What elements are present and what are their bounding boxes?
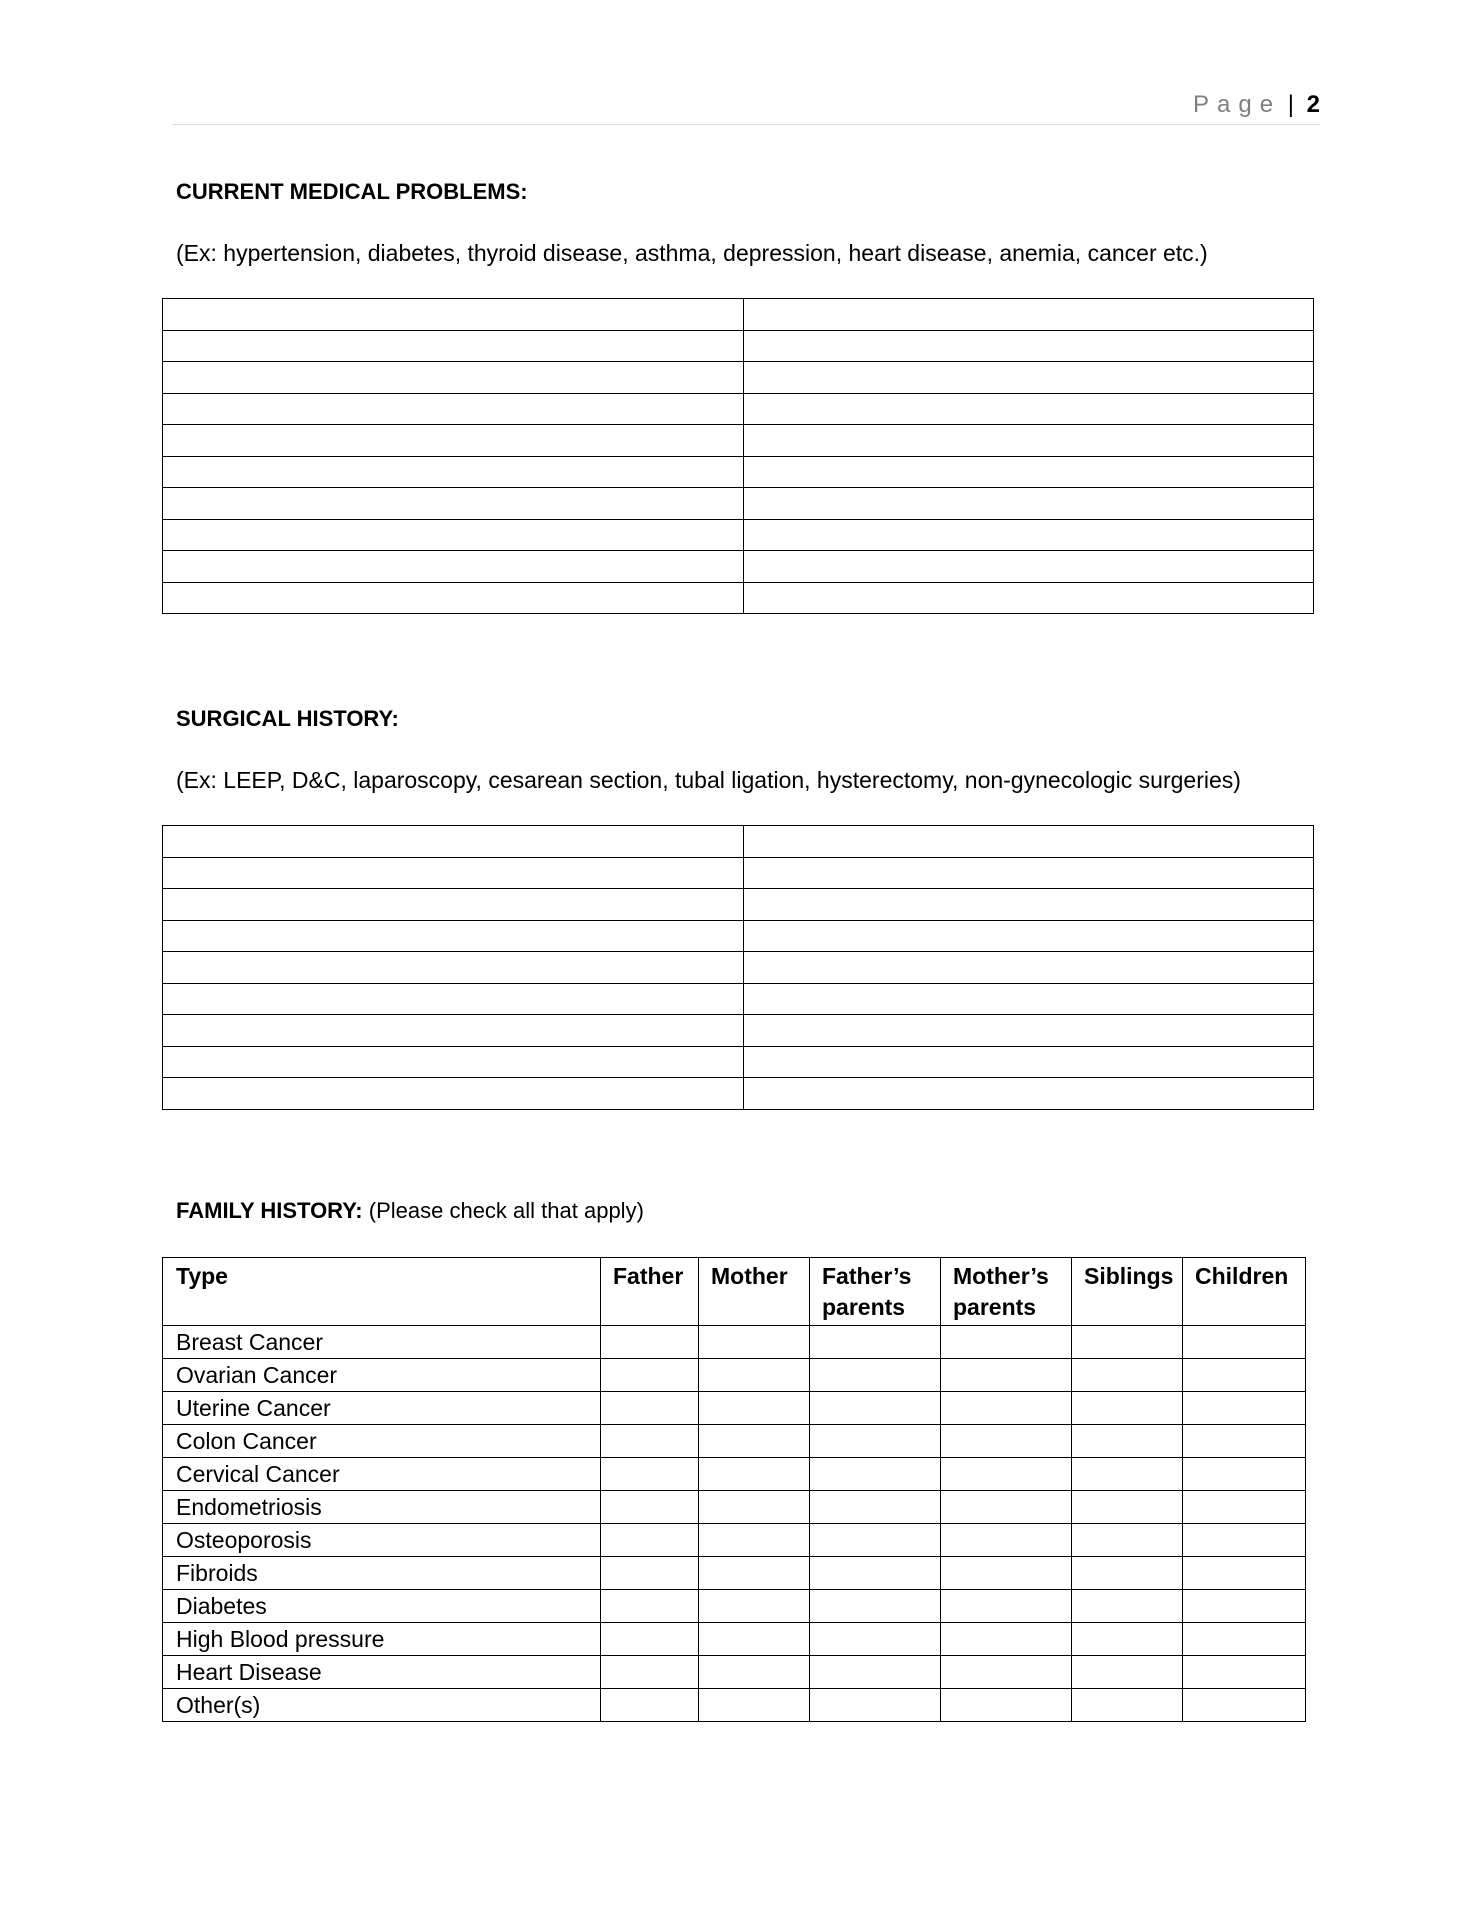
medical-problem-entry-cell[interactable] <box>163 299 744 331</box>
family-column-header: Father <box>601 1258 699 1326</box>
family-header-row <box>163 1258 1306 1326</box>
family-check-cell[interactable] <box>941 1524 1072 1557</box>
medical-problem-entry-cell[interactable] <box>744 519 1314 551</box>
family-history-row <box>163 1392 1306 1425</box>
family-check-cell[interactable] <box>1183 1491 1306 1524</box>
surgical-history-row <box>163 1015 1314 1047</box>
family-check-cell[interactable] <box>941 1623 1072 1656</box>
medical-problem-row <box>163 582 1314 614</box>
family-check-cell[interactable] <box>601 1590 699 1623</box>
page-number-value: 2 <box>1306 91 1320 118</box>
family-column-header: Children <box>1183 1258 1306 1326</box>
family-check-cell[interactable] <box>1183 1458 1306 1491</box>
page-label: Page <box>1193 91 1282 118</box>
family-check-cell[interactable] <box>699 1425 810 1458</box>
condition-label: Diabetes <box>163 1590 601 1623</box>
surgical-history-row <box>163 826 1314 858</box>
family-check-cell[interactable] <box>1183 1392 1306 1425</box>
medical-problems-table <box>162 298 1314 614</box>
family-history-heading <box>176 1197 644 1225</box>
medical-problem-entry-cell[interactable] <box>163 551 744 583</box>
family-check-cell[interactable] <box>699 1656 810 1689</box>
family-check-cell[interactable] <box>601 1359 699 1392</box>
family-check-cell[interactable] <box>1183 1326 1306 1359</box>
family-history-row <box>163 1656 1306 1689</box>
medical-problem-entry-cell[interactable] <box>163 519 744 551</box>
family-history-row <box>163 1557 1306 1590</box>
family-check-cell[interactable] <box>941 1491 1072 1524</box>
family-column-header: Type <box>163 1258 601 1326</box>
family-check-cell[interactable] <box>1072 1491 1183 1524</box>
medical-problem-row <box>163 425 1314 457</box>
medical-problem-row <box>163 551 1314 583</box>
family-check-cell[interactable] <box>1183 1524 1306 1557</box>
surgical-history-table <box>162 825 1314 1110</box>
family-column-header: Father’s parents <box>810 1258 941 1326</box>
medical-problem-entry-cell[interactable] <box>744 551 1314 583</box>
page-header <box>172 90 1320 125</box>
medical-problem-entry-cell[interactable] <box>744 456 1314 488</box>
family-check-cell[interactable] <box>601 1458 699 1491</box>
family-check-cell[interactable] <box>1072 1557 1183 1590</box>
family-check-cell[interactable] <box>1183 1557 1306 1590</box>
surgical-history-entry-cell[interactable] <box>163 1046 744 1078</box>
medical-problem-entry-cell[interactable] <box>744 582 1314 614</box>
family-check-cell[interactable] <box>699 1689 810 1722</box>
surgical-history-heading: SURGICAL HISTORY: <box>176 706 399 731</box>
family-check-cell[interactable] <box>699 1359 810 1392</box>
family-check-cell[interactable] <box>1183 1359 1306 1392</box>
family-check-cell[interactable] <box>601 1326 699 1359</box>
family-check-cell[interactable] <box>1183 1425 1306 1458</box>
family-check-cell[interactable] <box>699 1623 810 1656</box>
medical-problem-row <box>163 330 1314 362</box>
family-check-cell[interactable] <box>1072 1458 1183 1491</box>
family-history-row <box>163 1689 1306 1722</box>
family-check-cell[interactable] <box>941 1359 1072 1392</box>
family-check-cell[interactable] <box>1072 1359 1183 1392</box>
family-check-cell[interactable] <box>1072 1623 1183 1656</box>
family-check-cell[interactable] <box>810 1689 941 1722</box>
surgical-history-entry-cell[interactable] <box>163 857 744 889</box>
family-check-cell[interactable] <box>810 1491 941 1524</box>
surgical-history-row <box>163 920 1314 952</box>
surgical-history-entry-cell[interactable] <box>744 1015 1314 1047</box>
medical-problem-entry-cell[interactable] <box>744 330 1314 362</box>
family-history-row <box>163 1458 1306 1491</box>
medical-problem-row <box>163 393 1314 425</box>
family-check-cell[interactable] <box>699 1524 810 1557</box>
medical-problem-entry-cell[interactable] <box>744 362 1314 394</box>
family-check-cell[interactable] <box>941 1590 1072 1623</box>
medical-problem-row <box>163 488 1314 520</box>
medical-problem-entry-cell[interactable] <box>744 299 1314 331</box>
family-check-cell[interactable] <box>1072 1656 1183 1689</box>
family-check-cell[interactable] <box>601 1392 699 1425</box>
family-check-cell[interactable] <box>1072 1524 1183 1557</box>
medical-problems-example: (Ex: hypertension, diabetes, thyroid disease, asthma, depression, heart disease, anemia, cancer etc.) <box>176 240 1208 266</box>
family-check-cell[interactable] <box>1072 1689 1183 1722</box>
surgical-history-row <box>163 983 1314 1015</box>
family-check-cell[interactable] <box>1183 1623 1306 1656</box>
medical-problem-entry-cell[interactable] <box>744 488 1314 520</box>
family-column-header: Mother’s parents <box>941 1258 1072 1326</box>
medical-problem-entry-cell[interactable] <box>163 488 744 520</box>
surgical-history-entry-cell[interactable] <box>163 983 744 1015</box>
family-check-cell[interactable] <box>941 1425 1072 1458</box>
medical-problem-entry-cell[interactable] <box>163 582 744 614</box>
family-check-cell[interactable] <box>699 1590 810 1623</box>
medical-problem-entry-cell[interactable] <box>163 362 744 394</box>
family-check-cell[interactable] <box>810 1359 941 1392</box>
surgical-history-entry-cell[interactable] <box>744 983 1314 1015</box>
family-history-row <box>163 1491 1306 1524</box>
family-check-cell[interactable] <box>699 1557 810 1590</box>
family-check-cell[interactable] <box>601 1623 699 1656</box>
surgical-history-entry-cell[interactable] <box>163 889 744 921</box>
family-check-cell[interactable] <box>941 1392 1072 1425</box>
family-check-cell[interactable] <box>601 1524 699 1557</box>
page-separator: | <box>1287 91 1294 118</box>
family-history-title: FAMILY HISTORY: <box>176 1198 363 1223</box>
family-check-cell[interactable] <box>810 1590 941 1623</box>
family-check-cell[interactable] <box>810 1326 941 1359</box>
condition-label: High Blood pressure <box>163 1623 601 1656</box>
medical-problem-entry-cell[interactable] <box>744 393 1314 425</box>
family-check-cell[interactable] <box>601 1656 699 1689</box>
surgical-history-entry-cell[interactable] <box>163 1015 744 1047</box>
medical-problem-entry-cell[interactable] <box>163 330 744 362</box>
family-history-row <box>163 1359 1306 1392</box>
family-history-row <box>163 1524 1306 1557</box>
condition-label: Heart Disease <box>163 1656 601 1689</box>
condition-label: Breast Cancer <box>163 1326 601 1359</box>
family-check-cell[interactable] <box>1072 1590 1183 1623</box>
family-check-cell[interactable] <box>1183 1590 1306 1623</box>
surgical-history-entry-cell[interactable] <box>744 1046 1314 1078</box>
medical-problem-entry-cell[interactable] <box>163 456 744 488</box>
condition-label: Endometriosis <box>163 1491 601 1524</box>
condition-label: Other(s) <box>163 1689 601 1722</box>
family-check-cell[interactable] <box>941 1557 1072 1590</box>
family-check-cell[interactable] <box>941 1326 1072 1359</box>
page-number <box>1193 90 1320 120</box>
family-check-cell[interactable] <box>810 1557 941 1590</box>
condition-label: Cervical Cancer <box>163 1458 601 1491</box>
family-check-cell[interactable] <box>810 1425 941 1458</box>
medical-problem-row <box>163 456 1314 488</box>
family-check-cell[interactable] <box>601 1491 699 1524</box>
family-check-cell[interactable] <box>1072 1392 1183 1425</box>
surgical-history-example: (Ex: LEEP, D&C, laparoscopy, cesarean section, tubal ligation, hysterectomy, non-gynecologic surgeries) <box>176 767 1241 793</box>
surgical-history-row <box>163 952 1314 984</box>
family-check-cell[interactable] <box>601 1689 699 1722</box>
family-check-cell[interactable] <box>941 1656 1072 1689</box>
medical-problem-entry-cell[interactable] <box>163 393 744 425</box>
family-check-cell[interactable] <box>810 1392 941 1425</box>
condition-label: Fibroids <box>163 1557 601 1590</box>
family-history-row <box>163 1326 1306 1359</box>
surgical-history-entry-cell[interactable] <box>744 1078 1314 1110</box>
family-history-row <box>163 1590 1306 1623</box>
family-check-cell[interactable] <box>699 1491 810 1524</box>
family-check-cell[interactable] <box>699 1392 810 1425</box>
medical-problem-entry-cell[interactable] <box>163 425 744 457</box>
family-history-row <box>163 1425 1306 1458</box>
surgical-history-entry-cell[interactable] <box>744 826 1314 858</box>
family-check-cell[interactable] <box>601 1425 699 1458</box>
family-check-cell[interactable] <box>1183 1689 1306 1722</box>
surgical-history-entry-cell[interactable] <box>163 826 744 858</box>
family-check-cell[interactable] <box>810 1623 941 1656</box>
family-check-cell[interactable] <box>1072 1425 1183 1458</box>
medical-problem-row <box>163 362 1314 394</box>
family-column-header: Mother <box>699 1258 810 1326</box>
surgical-history-entry-cell[interactable] <box>744 857 1314 889</box>
family-column-header: Siblings <box>1072 1258 1183 1326</box>
family-check-cell[interactable] <box>1183 1656 1306 1689</box>
family-check-cell[interactable] <box>699 1458 810 1491</box>
condition-label: Colon Cancer <box>163 1425 601 1458</box>
medical-problems-heading: CURRENT MEDICAL PROBLEMS: <box>176 179 528 204</box>
medical-problem-row <box>163 299 1314 331</box>
surgical-history-row <box>163 889 1314 921</box>
surgical-history-entry-cell[interactable] <box>163 952 744 984</box>
family-history-row <box>163 1623 1306 1656</box>
family-check-cell[interactable] <box>810 1656 941 1689</box>
family-check-cell[interactable] <box>699 1326 810 1359</box>
condition-label: Ovarian Cancer <box>163 1359 601 1392</box>
surgical-history-row <box>163 857 1314 889</box>
family-check-cell[interactable] <box>941 1689 1072 1722</box>
family-check-cell[interactable] <box>1072 1326 1183 1359</box>
family-check-cell[interactable] <box>941 1458 1072 1491</box>
medical-problem-entry-cell[interactable] <box>744 425 1314 457</box>
family-check-cell[interactable] <box>810 1524 941 1557</box>
family-check-cell[interactable] <box>601 1557 699 1590</box>
family-history-table <box>162 1257 1306 1722</box>
surgical-history-entry-cell[interactable] <box>744 889 1314 921</box>
surgical-history-row <box>163 1046 1314 1078</box>
surgical-history-row <box>163 1078 1314 1110</box>
surgical-history-entry-cell[interactable] <box>744 920 1314 952</box>
family-history-note: (Please check all that apply) <box>368 1198 644 1223</box>
family-check-cell[interactable] <box>810 1458 941 1491</box>
surgical-history-entry-cell[interactable] <box>163 1078 744 1110</box>
condition-label: Osteoporosis <box>163 1524 601 1557</box>
surgical-history-entry-cell[interactable] <box>163 920 744 952</box>
condition-label: Uterine Cancer <box>163 1392 601 1425</box>
medical-problem-row <box>163 519 1314 551</box>
surgical-history-entry-cell[interactable] <box>744 952 1314 984</box>
